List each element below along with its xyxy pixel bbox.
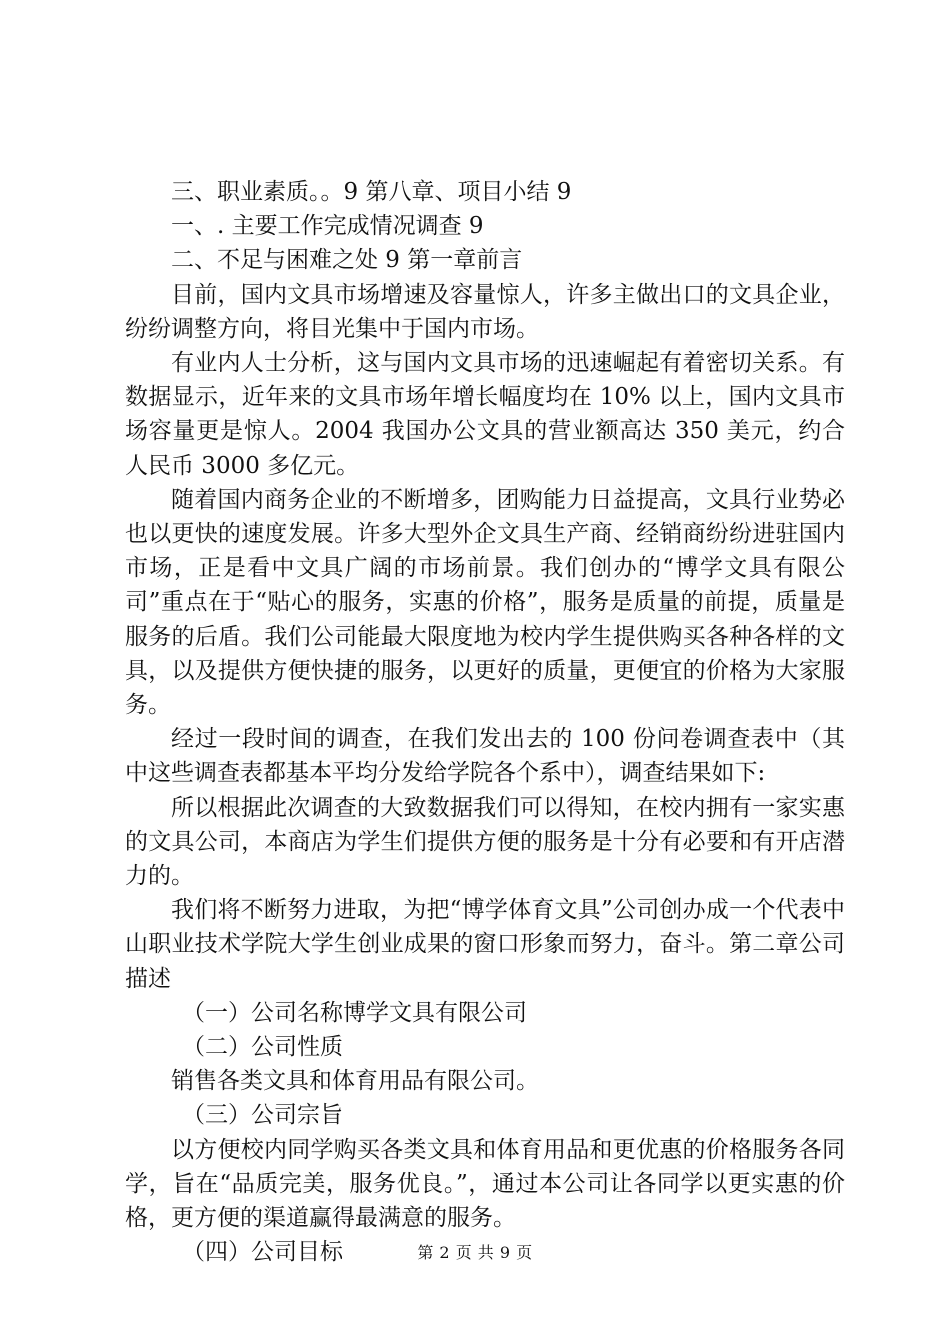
toc-line-1: 三、职业素质。。9 第八章、项目小结 9 <box>171 179 572 205</box>
section-4-title: （四）公司目标 <box>182 1239 343 1266</box>
section-3-text: 以方便校内同学购买各类文具和体育用品和更优惠的价格服务各同学，旨在“品质完美，服务优良。”，通过本公司让各同学以更实惠的价格，更方便的渠道赢得最满意的服务。 <box>125 1136 845 1231</box>
document-body <box>125 175 845 1269</box>
paragraph-6: 我们将不断努力进取，为把“博学体育文具”公司创办成一个代表中山职业技术学院大学生创业成果的窗口形象而努力，奋斗。第二章公司描述 <box>125 897 845 992</box>
paragraph-3: 随着国内商务企业的不断增多，团购能力日益提高，文具行业势必也以更快的速度发展。许多大型外企文具生产商、经销商纷纷进驻国内市场，正是看中文具广阔的市场前景。我们创办的“博学文具有限公司”重点在于“贴心的服务，实惠的价格”，服务是质量的前提，质量是服务的后盾。我们公司能最大限度地为校内学生提供购买各种各样的文具，以及提供方便快捷的服务，以更好的质量，更便宜的价格为大家服务。 <box>125 486 845 718</box>
page-footer: 第 2 页 共 9 页 <box>417 1243 533 1262</box>
paragraph-2: 有业内人士分析，这与国内文具市场的迅速崛起有着密切关系。有数据显示，近年来的文具市场年增长幅度均在 10% 以上，国内文具市场容量更是惊人。2004 我国办公文具的营业额高达 350 美元，约合人民币 3000 多亿元。 <box>125 349 845 479</box>
section-1-title: （一）公司名称博学文具有限公司 <box>182 999 527 1026</box>
section-2-title: （二）公司性质 <box>182 1034 343 1061</box>
paragraph-1: 目前，国内文具市场增速及容量惊人，许多主做出口的文具企业，纷纷调整方向，将目光集中于国内市场。 <box>125 281 845 342</box>
section-3-title: （三）公司宗旨 <box>182 1102 343 1129</box>
paragraph-4: 经过一段时间的调查，在我们发出去的 100 份问卷调查表中（其中这些调查表都基本平均分发给学院各个系中），调查结果如下: <box>125 726 845 787</box>
toc-line-3: 二、不足与困难之处 9 第一章前言 <box>171 247 523 274</box>
section-2-text: 销售各类文具和体育用品有限公司。 <box>171 1068 539 1095</box>
paragraph-5: 所以根据此次调查的大致数据我们可以得知，在校内拥有一家实惠的文具公司，本商店为学生们提供方便的服务是十分有必要和有开店潜力的。 <box>125 794 845 890</box>
toc-line-2: 一、. 主要工作完成情况调查 9 <box>171 213 484 240</box>
